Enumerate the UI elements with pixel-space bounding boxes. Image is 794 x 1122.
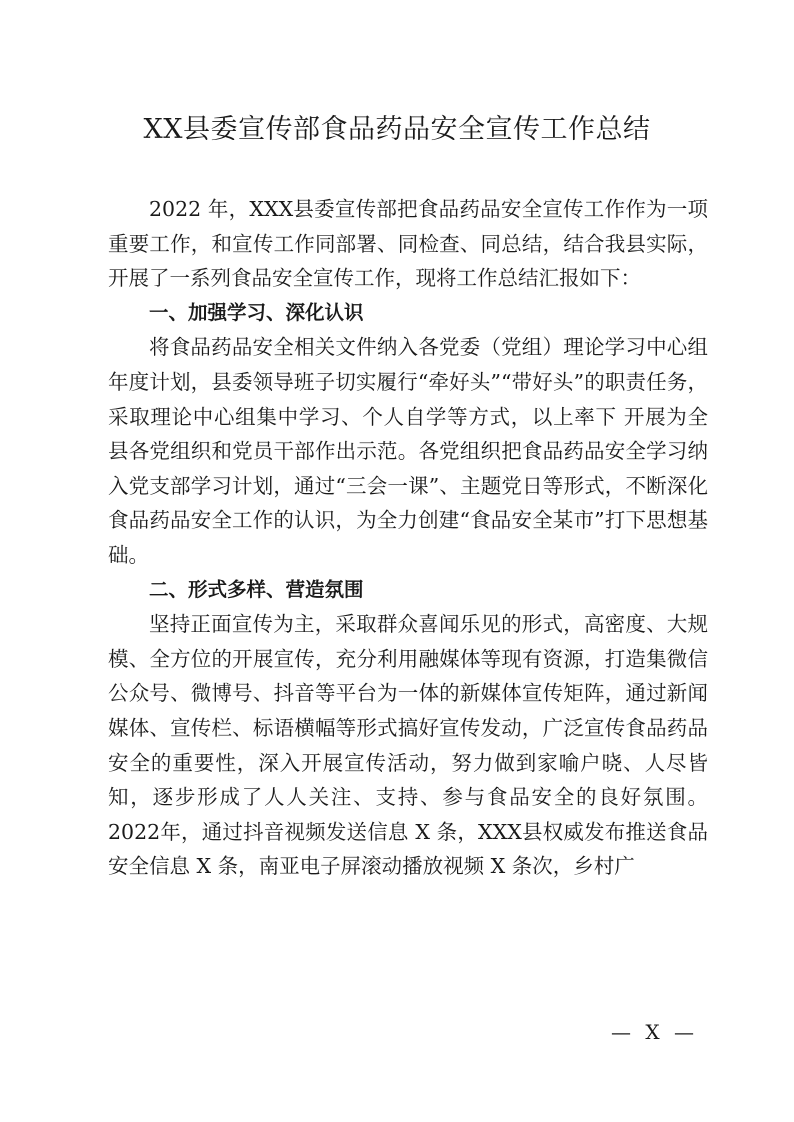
section-body-2: 坚持正面宣传为主，采取群众喜闻乐见的形式，高密度、大规模、全方位的开展宣传，充分利用融媒体等现有资源，打造集微信公众号、微博号、抖音等平台为一体的新媒体宣传矩阵，通过新闻媒体、宣传栏、标语横幅等形式搞好宣传发动，广泛宣传食品药品安全的重要性，深入开展宣传活动，努力做到家喻户晓、人尽皆知，逐步形成了人人关注、支持、参与食品安全的良好氛围。2022年，通过抖音视频发送信息 X 条，XXX县权威发布推送食品安全信息 X 条，南亚电子屏滚动播放视频 X 条次，乡村广: [108, 612, 708, 879]
document-title: XX县委宣传部食品药品安全宣传工作总结: [143, 114, 651, 145]
document-body: [108, 192, 708, 884]
intro-paragraph: 2022 年，XXX县委宣传部把食品药品安全宣传工作作为一项重要工作，和宣传工作同部署、同检查、同总结，结合我县实际，开展了一系列食品安全宣传工作，现将工作总结汇报如下：: [108, 197, 708, 291]
section-heading-1: 一、加强学习、深化认识: [149, 300, 364, 324]
section-body-1: 将食品药品安全相关文件纳入各党委（党组）理论学习中心组年度计划，县委领导班子切实履行“牵好头”“带好头”的职责任务，采取理论中心组集中学习、个人自学等方式，以上率下 开展为全县各党组织和党员干部作出示范。各党组织把食品药品安全学习纳入党支部学习计划，通过“三会一课”、主题党日等形式，不断深化食品药品安全工作的认识，为全力创建“食品安全某市”打下思想基础。: [108, 335, 708, 567]
section-heading-2: 二、形式多样、营造氛围: [149, 577, 364, 601]
page-number: — X —: [611, 1020, 698, 1044]
